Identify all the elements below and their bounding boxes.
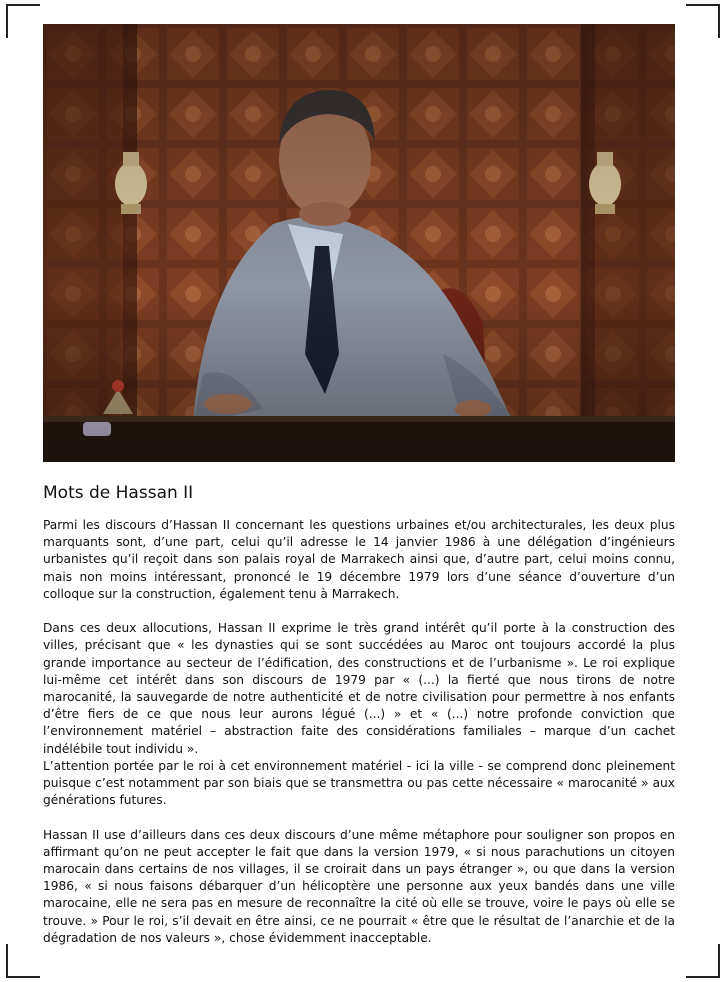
article-body [43, 517, 675, 947]
article-title: Mots de Hassan II [43, 483, 194, 503]
crop-mark-bottom-right [686, 944, 720, 978]
crop-mark-top-right [686, 4, 720, 38]
paragraph-3: L’attention portée par le roi à cet environnement matériel - ici la ville - se comprend donc pleinement puisque c’est notamment par son biais que se transmettra ou pas cette nécessaire « marocanité » aux générations futures. [43, 758, 675, 808]
photo-illustration [43, 24, 675, 462]
crop-mark-bottom-left [6, 944, 40, 978]
paragraph-1: Parmi les discours d’Hassan II concernant les questions urbaines et/ou architecturales, les deux plus marquants sont, d’une part, celui qu’il adresse le 14 janvier 1986 à une délégation d’ingénieurs urbanistes qu’il reçoit dans son palais royal de Marrakech ainsi que, d’autre part, celui moins connu, mais non moins intéressant, prononcé le 19 décembre 1979 lors d’une séance d’ouverture d’un colloque sur la construction, également tenu à Marrakech. [43, 518, 675, 601]
paragraph-4: Hassan II use d’ailleurs dans ces deux discours d’une même métaphore pour souligner son propos en affirmant qu’on ne peut accepter le fait que dans la version 1979, « si nous parachutions un citoyen marocain dans certains de nos villages, il se croirait dans un pays étranger », ou que dans la version 1986, « si nous faisons débarquer d’un hélicoptère une personne aux yeux bandés dans une ville marocaine, elle ne sera pas en mesure de reconnaître la cité où elle se trouve, voire le pays où elle se trouve. » Pour le roi, s’il devait en être ainsi, ce ne pourrait « être que le résultat de l’anarchie et de la dégradation de nos valeurs », chose évidemment inacceptable. [43, 827, 675, 945]
crop-mark-top-left [6, 4, 40, 38]
paragraph-2: Dans ces deux allocutions, Hassan II exprime le très grand intérêt qu’il porte à la construction des villes, précisant que « les dynasties qui se sont succédées au Maroc ont toujours accordé la plus grande importance au secteur de l’édification, des constructions et de l’urbanisme ». Le roi explique lui-même cet intérêt dans son discours de 1979 par « (...) la fierté que nous tirons de notre marocanité, la sauvegarde de notre authenticité et de notre civilisation pour permettre à nos enfants d’être fiers de ce que nous leur aurons légué (...) » et « (...) notre profonde conviction que l’environnement matériel – abstraction faite des considérations familiales – marque d’un cachet indélébile tout individu ». [43, 621, 675, 756]
article-photo [43, 24, 675, 462]
